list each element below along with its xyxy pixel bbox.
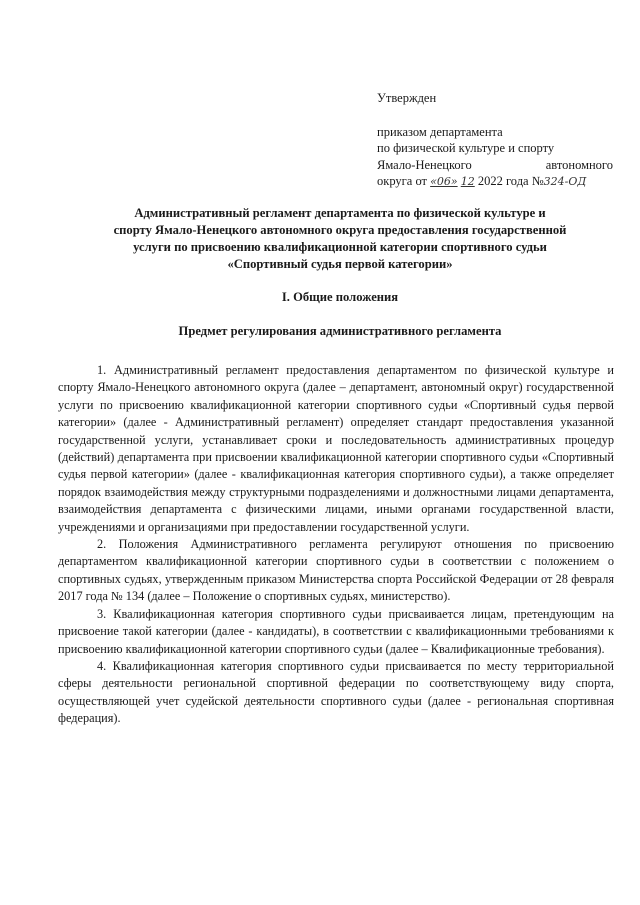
- subsection-heading: Предмет регулирования административного регламента: [178, 324, 502, 338]
- paragraph-3: 3. Квалификационная категория спортивного судьи присваивается лицам, претендующим на присвоение такой категории (далее - кандидаты), в соответствии с квалификационными требованиями к присвоению квалификационной категории спортивного судьи (далее – Квалификационные требования).: [58, 606, 614, 656]
- title-line-3: услуги по присвоению квалификационной категории спортивного судьи: [133, 240, 547, 254]
- approval-date-day: «06»: [430, 175, 458, 188]
- approval-date-month: 12: [460, 175, 475, 188]
- approval-line-4: [377, 173, 613, 191]
- title-line-1: Административный регламент департамента по физической культуре и: [134, 206, 546, 220]
- paragraph-4: 4. Квалификационная категория спортивного судьи присваивается по месту территориальной сферы деятельности региональной спортивной федерации по соответствующему виду спорта, осуществляющей учет судейской деятельности спортивного судьи (далее - региональная спортивная федерация).: [58, 658, 614, 726]
- approval-order-number: 324-ОД: [543, 175, 587, 188]
- paragraph-1: 1. Административный регламент предоставления департаментом по физической культуре и спорту Ямало-Ненецкого автономного округа (далее – департамент, автономный округ) государственной услуги по присвоению квалификационной категории спортивного судьи «Спортивный судья первой категории» (далее - Административный регламент) определяет стандарт предоставления указанной государственной услуги, устанавливает сроки и последовательность административных процедур (действий) департамента при присвоении квалификационной категории спортивного судьи «Спортивный судья первой категории» (далее - квалификационная категория спортивного судьи), а также определяет порядок взаимодействия между структурными подразделениями и должностными лицами департамента, взаимодействия департамента с физическими лицами, иными органами государственной власти, учреждениями и организациями при предоставлении государственной услуги.: [58, 363, 614, 534]
- approval-line-2: по физической культуре и спорту: [377, 141, 555, 155]
- document-title: [60, 205, 620, 273]
- title-line-4: «Спортивный судья первой категории»: [227, 257, 453, 271]
- section-heading: I. Общие положения: [281, 290, 399, 304]
- document-body: [58, 362, 614, 728]
- approval-line-1: приказом департамента: [377, 124, 503, 139]
- approval-date-prefix: округа от: [377, 174, 428, 188]
- approval-date-year: 2022 года №: [477, 174, 544, 188]
- approval-stamp: Утвержден: [377, 91, 437, 105]
- approval-block: [377, 90, 613, 191]
- approval-line-3: Ямало-Ненецкого автономного: [377, 157, 613, 172]
- paragraph-2: 2. Положения Административного регламента регулируют отношения по присвоению департаментом квалификационной категории спортивного судьи в соответствии с положением о спортивных судьях, утвержденным приказом Министерства спорта Российской Федерации от 28 февраля 2017 года № 134 (далее – Положение о спортивных судьях, министерство).: [58, 537, 614, 604]
- title-line-2: спорту Ямало-Ненецкого автономного округа предоставления государственной: [113, 223, 567, 237]
